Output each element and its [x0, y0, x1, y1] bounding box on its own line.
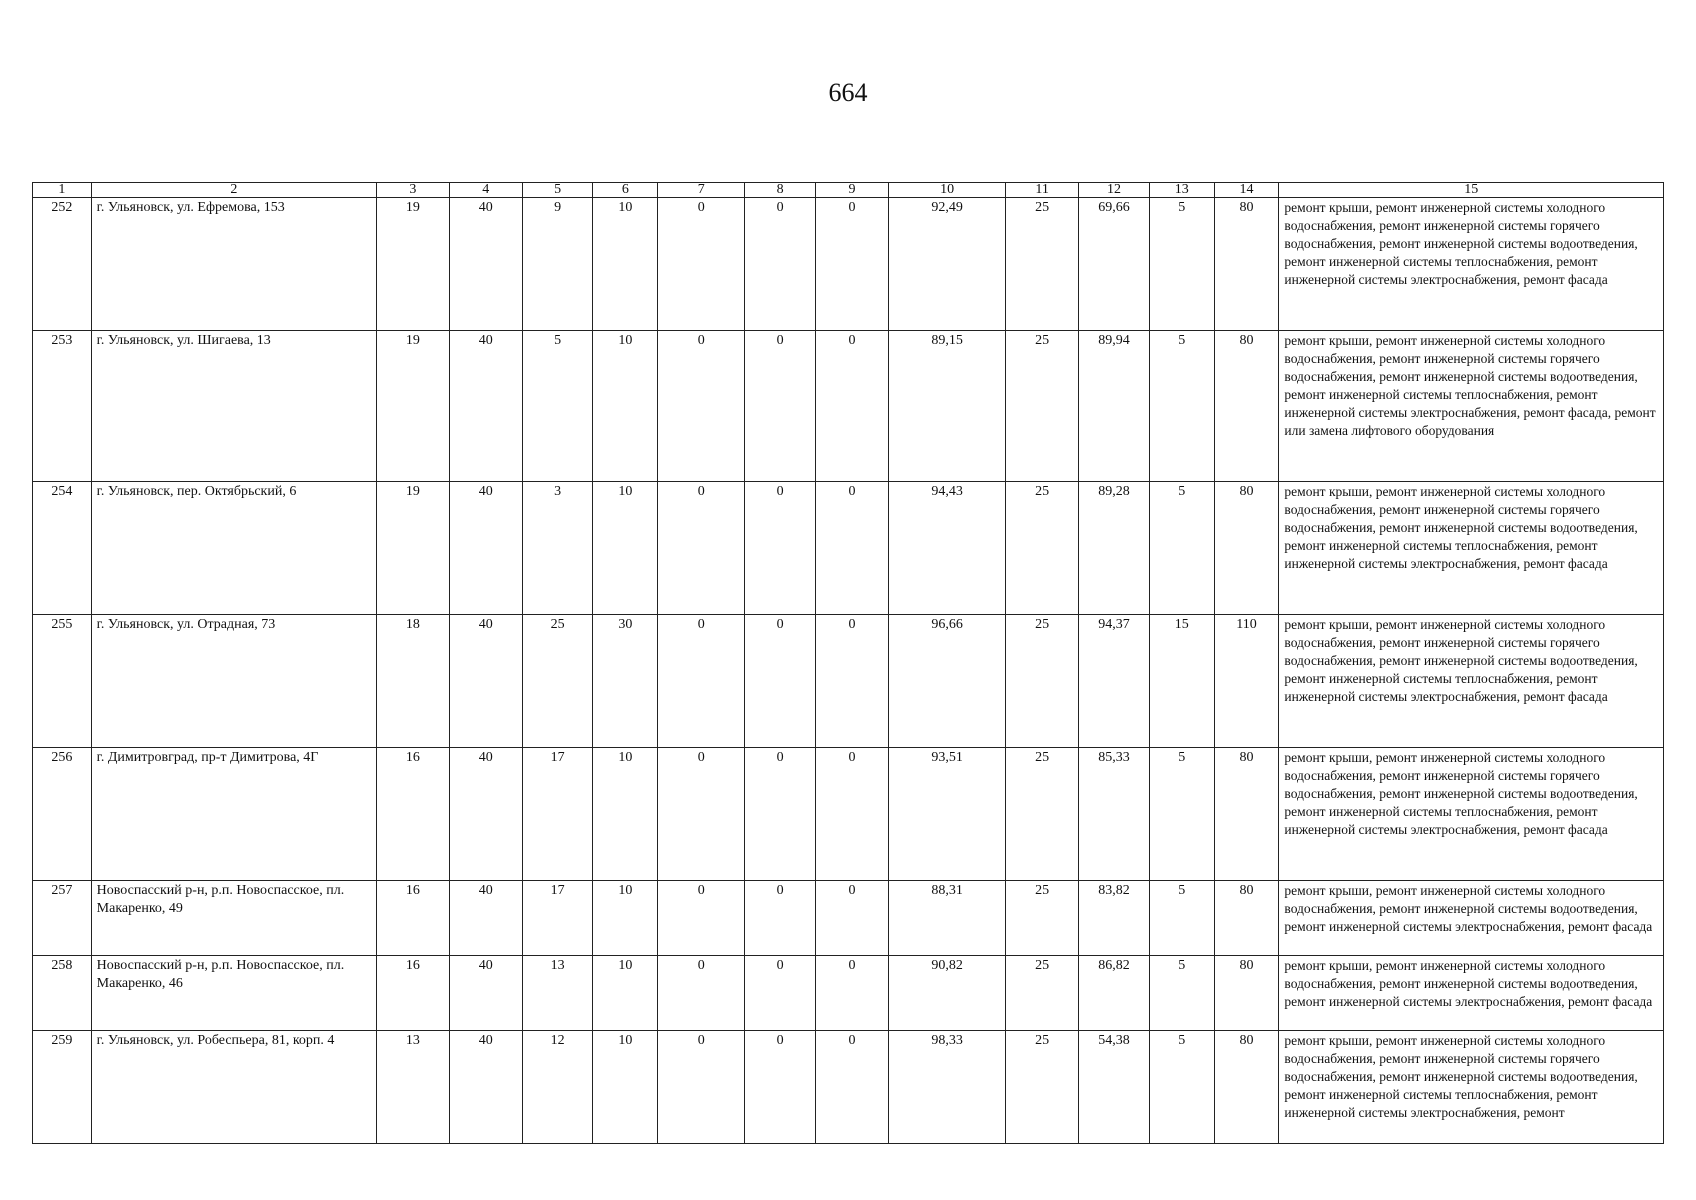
- works-cell: ремонт крыши, ремонт инженерной системы холодного водоснабжения, ремонт инженерной системы горячего водоснабжения, ремонт инженерной системы водоотведения, ремонт инженерной системы теплоснабжения, ремонт инженерной системы электроснабжения, ремонт фасада: [1279, 482, 1664, 615]
- value-cell: 0: [816, 881, 889, 956]
- column-header: 10: [888, 183, 1005, 198]
- value-cell: 0: [658, 748, 745, 881]
- value-cell: 0: [658, 615, 745, 748]
- table-row: [33, 482, 1664, 615]
- value-cell: 80: [1214, 956, 1279, 1031]
- value-cell: 89,15: [888, 331, 1005, 482]
- table-row: [33, 1031, 1664, 1144]
- value-cell: 18: [376, 615, 449, 748]
- value-cell: 0: [745, 331, 816, 482]
- value-cell: 0: [745, 956, 816, 1031]
- value-cell: 19: [376, 482, 449, 615]
- value-cell: 80: [1214, 331, 1279, 482]
- value-cell: 0: [658, 482, 745, 615]
- value-cell: 10: [593, 482, 658, 615]
- column-header: 3: [376, 183, 449, 198]
- row-number: 254: [33, 482, 92, 615]
- value-cell: 5: [1149, 482, 1214, 615]
- value-cell: 17: [522, 881, 593, 956]
- value-cell: 13: [376, 1031, 449, 1144]
- works-cell: ремонт крыши, ремонт инженерной системы холодного водоснабжения, ремонт инженерной системы водоотведения, ремонт инженерной системы электроснабжения, ремонт фасада: [1279, 881, 1664, 956]
- column-header: 9: [816, 183, 889, 198]
- header-row: [33, 183, 1664, 198]
- value-cell: 86,82: [1079, 956, 1150, 1031]
- value-cell: 16: [376, 748, 449, 881]
- works-cell: ремонт крыши, ремонт инженерной системы холодного водоснабжения, ремонт инженерной системы водоотведения, ремонт инженерной системы электроснабжения, ремонт фасада: [1279, 956, 1664, 1031]
- address-cell: г. Ульяновск, ул. Шигаева, 13: [91, 331, 376, 482]
- value-cell: 0: [745, 198, 816, 331]
- value-cell: 0: [816, 615, 889, 748]
- value-cell: 5: [1149, 1031, 1214, 1144]
- value-cell: 5: [1149, 748, 1214, 881]
- address-cell: Новоспасский р-н, р.п. Новоспасское, пл. Макаренко, 46: [91, 956, 376, 1031]
- value-cell: 0: [745, 615, 816, 748]
- value-cell: 0: [816, 1031, 889, 1144]
- column-header: 7: [658, 183, 745, 198]
- value-cell: 0: [816, 956, 889, 1031]
- value-cell: 5: [1149, 198, 1214, 331]
- table-row: [33, 748, 1664, 881]
- value-cell: 19: [376, 331, 449, 482]
- value-cell: 92,49: [888, 198, 1005, 331]
- value-cell: 30: [593, 615, 658, 748]
- table-row: [33, 956, 1664, 1031]
- works-cell: ремонт крыши, ремонт инженерной системы холодного водоснабжения, ремонт инженерной системы горячего водоснабжения, ремонт инженерной системы водоотведения, ремонт инженерной системы теплоснабжения, ремонт инженерной системы электроснабжения, ремонт фасада, ремонт или замена лифтового оборудования: [1279, 331, 1664, 482]
- value-cell: 40: [449, 956, 522, 1031]
- value-cell: 0: [816, 198, 889, 331]
- value-cell: 0: [658, 881, 745, 956]
- value-cell: 16: [376, 881, 449, 956]
- value-cell: 85,33: [1079, 748, 1150, 881]
- table-row: [33, 881, 1664, 956]
- column-header: 12: [1079, 183, 1150, 198]
- value-cell: 80: [1214, 881, 1279, 956]
- value-cell: 25: [1006, 482, 1079, 615]
- value-cell: 88,31: [888, 881, 1005, 956]
- row-number: 256: [33, 748, 92, 881]
- value-cell: 0: [816, 482, 889, 615]
- value-cell: 10: [593, 198, 658, 331]
- works-cell: ремонт крыши, ремонт инженерной системы холодного водоснабжения, ремонт инженерной системы горячего водоснабжения, ремонт инженерной системы водоотведения, ремонт инженерной системы теплоснабжения, ремонт инженерной системы электроснабжения, ремонт: [1279, 1031, 1664, 1144]
- value-cell: 0: [658, 956, 745, 1031]
- value-cell: 40: [449, 482, 522, 615]
- table-row: [33, 331, 1664, 482]
- value-cell: 13: [522, 956, 593, 1031]
- value-cell: 19: [376, 198, 449, 331]
- value-cell: 80: [1214, 482, 1279, 615]
- address-cell: г. Димитровград, пр-т Димитрова, 4Г: [91, 748, 376, 881]
- value-cell: 5: [522, 331, 593, 482]
- column-header: 6: [593, 183, 658, 198]
- value-cell: 93,51: [888, 748, 1005, 881]
- value-cell: 0: [658, 1031, 745, 1144]
- value-cell: 17: [522, 748, 593, 881]
- column-header: 15: [1279, 183, 1664, 198]
- value-cell: 10: [593, 331, 658, 482]
- column-header: 4: [449, 183, 522, 198]
- value-cell: 25: [1006, 331, 1079, 482]
- value-cell: 40: [449, 1031, 522, 1144]
- row-number: 255: [33, 615, 92, 748]
- value-cell: 0: [745, 881, 816, 956]
- value-cell: 40: [449, 881, 522, 956]
- value-cell: 54,38: [1079, 1031, 1150, 1144]
- value-cell: 80: [1214, 748, 1279, 881]
- value-cell: 10: [593, 748, 658, 881]
- value-cell: 25: [1006, 198, 1079, 331]
- value-cell: 94,43: [888, 482, 1005, 615]
- page-number: 664: [828, 78, 868, 107]
- address-cell: г. Ульяновск, ул. Отрадная, 73: [91, 615, 376, 748]
- value-cell: 25: [1006, 1031, 1079, 1144]
- works-cell: ремонт крыши, ремонт инженерной системы холодного водоснабжения, ремонт инженерной системы горячего водоснабжения, ремонт инженерной системы водоотведения, ремонт инженерной системы теплоснабжения, ремонт инженерной системы электроснабжения, ремонт фасада: [1279, 198, 1664, 331]
- table-row: [33, 198, 1664, 331]
- value-cell: 0: [658, 331, 745, 482]
- table-row: [33, 615, 1664, 748]
- value-cell: 94,37: [1079, 615, 1150, 748]
- value-cell: 25: [1006, 748, 1079, 881]
- value-cell: 0: [745, 748, 816, 881]
- works-cell: ремонт крыши, ремонт инженерной системы холодного водоснабжения, ремонт инженерной системы горячего водоснабжения, ремонт инженерной системы водоотведения, ремонт инженерной системы теплоснабжения, ремонт инженерной системы электроснабжения, ремонт фасада: [1279, 748, 1664, 881]
- value-cell: 89,28: [1079, 482, 1150, 615]
- value-cell: 90,82: [888, 956, 1005, 1031]
- row-number: 258: [33, 956, 92, 1031]
- housing-repair-table: [32, 182, 1664, 1144]
- column-header: 2: [91, 183, 376, 198]
- value-cell: 89,94: [1079, 331, 1150, 482]
- value-cell: 80: [1214, 1031, 1279, 1144]
- value-cell: 5: [1149, 881, 1214, 956]
- value-cell: 5: [1149, 956, 1214, 1031]
- value-cell: 25: [1006, 881, 1079, 956]
- column-header: 5: [522, 183, 593, 198]
- column-header: 14: [1214, 183, 1279, 198]
- value-cell: 15: [1149, 615, 1214, 748]
- value-cell: 0: [816, 748, 889, 881]
- value-cell: 40: [449, 615, 522, 748]
- value-cell: 10: [593, 1031, 658, 1144]
- value-cell: 0: [745, 482, 816, 615]
- value-cell: 16: [376, 956, 449, 1031]
- value-cell: 83,82: [1079, 881, 1150, 956]
- column-header: 1: [33, 183, 92, 198]
- value-cell: 110: [1214, 615, 1279, 748]
- column-header: 13: [1149, 183, 1214, 198]
- value-cell: 40: [449, 748, 522, 881]
- row-number: 252: [33, 198, 92, 331]
- value-cell: 0: [745, 1031, 816, 1144]
- value-cell: 3: [522, 482, 593, 615]
- row-number: 253: [33, 331, 92, 482]
- value-cell: 10: [593, 956, 658, 1031]
- works-cell: ремонт крыши, ремонт инженерной системы холодного водоснабжения, ремонт инженерной системы горячего водоснабжения, ремонт инженерной системы водоотведения, ремонт инженерной системы теплоснабжения, ремонт инженерной системы электроснабжения, ремонт фасада: [1279, 615, 1664, 748]
- column-header: 8: [745, 183, 816, 198]
- value-cell: 0: [816, 331, 889, 482]
- address-cell: г. Ульяновск, ул. Робеспьера, 81, корп. 4: [91, 1031, 376, 1144]
- value-cell: 5: [1149, 331, 1214, 482]
- value-cell: 98,33: [888, 1031, 1005, 1144]
- value-cell: 40: [449, 331, 522, 482]
- value-cell: 10: [593, 881, 658, 956]
- column-header: 11: [1006, 183, 1079, 198]
- value-cell: 80: [1214, 198, 1279, 331]
- value-cell: 25: [522, 615, 593, 748]
- row-number: 257: [33, 881, 92, 956]
- address-cell: Новоспасский р-н, р.п. Новоспасское, пл. Макаренко, 49: [91, 881, 376, 956]
- address-cell: г. Ульяновск, пер. Октябрьский, 6: [91, 482, 376, 615]
- value-cell: 96,66: [888, 615, 1005, 748]
- value-cell: 12: [522, 1031, 593, 1144]
- address-cell: г. Ульяновск, ул. Ефремова, 153: [91, 198, 376, 331]
- value-cell: 69,66: [1079, 198, 1150, 331]
- value-cell: 25: [1006, 615, 1079, 748]
- value-cell: 25: [1006, 956, 1079, 1031]
- value-cell: 40: [449, 198, 522, 331]
- value-cell: 0: [658, 198, 745, 331]
- row-number: 259: [33, 1031, 92, 1144]
- value-cell: 9: [522, 198, 593, 331]
